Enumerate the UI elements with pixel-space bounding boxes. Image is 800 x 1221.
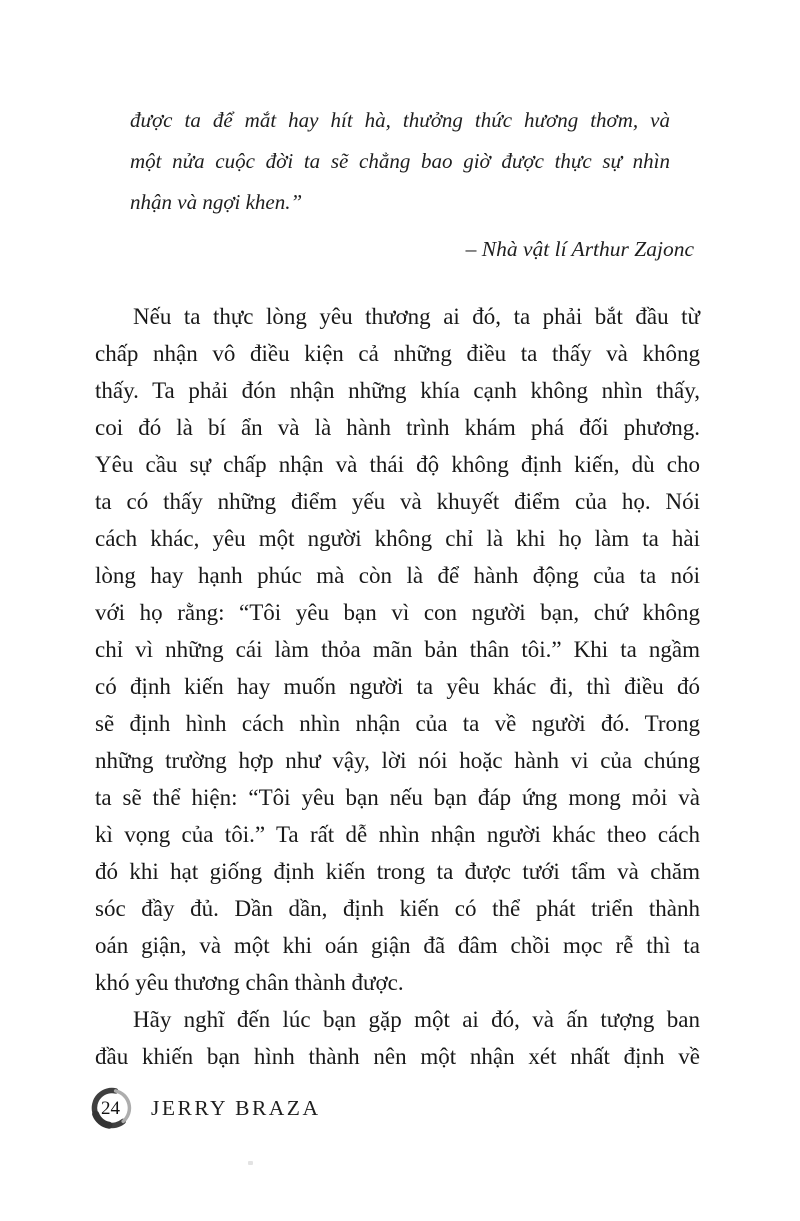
body-text-line: với họ rằng: “Tôi yêu bạn vì con người bạn, chứ không: [95, 600, 700, 625]
body-text-line: sẽ định hình cách nhìn nhận của ta về người đó. Trong: [95, 711, 700, 736]
body-text-line: đó khi hạt giống định kiến trong ta được tưới tẩm và chăm: [95, 859, 700, 884]
body-text-line: oán giận, và một khi oán giận đã đâm chồi mọc rễ thì ta: [95, 933, 700, 958]
page-number-enso: [88, 1084, 136, 1132]
body-text-line: lòng hay hạnh phúc mà còn là để hành động của ta nói: [95, 563, 700, 588]
page-footer: [88, 1084, 320, 1132]
quote-line: một nửa cuộc đời ta sẽ chẳng bao giờ được thực sự nhìn: [130, 149, 670, 173]
body-text-line: Yêu cầu sự chấp nhận và thái độ không định kiến, dù cho: [95, 452, 700, 477]
body-text-line: thấy. Ta phải đón nhận những khía cạnh không nhìn thấy,: [95, 378, 700, 403]
scan-speck: [248, 1161, 253, 1165]
body-text-line: ta sẽ thể hiện: “Tôi yêu bạn nếu bạn đáp ứng mong mỏi và: [95, 785, 700, 810]
body-text-line: kì vọng của tôi.” Ta rất dễ nhìn nhận người khác theo cách: [95, 822, 700, 847]
body-text-line: Hãy nghĩ đến lúc bạn gặp một ai đó, và ấn tượng ban: [133, 1007, 700, 1032]
body-text-line: khó yêu thương chân thành được.: [95, 970, 404, 995]
body-text-line: đầu khiến bạn hình thành nên một nhận xét nhất định về: [95, 1044, 700, 1069]
body-text-line: chấp nhận vô điều kiện cả những điều ta thấy và không: [95, 341, 700, 366]
body-text-line: những trường hợp như vậy, lời nói hoặc hành vi của chúng: [95, 748, 700, 773]
quote-lines: [130, 100, 670, 223]
quote-line: nhận và ngợi khen.”: [130, 190, 303, 214]
body-text-line: ta có thấy những điểm yếu và khuyết điểm của họ. Nói: [95, 489, 700, 514]
body-text-line: coi đó là bí ẩn và là hành trình khám phá đối phương.: [95, 415, 700, 440]
quote-line: được ta để mắt hay hít hà, thưởng thức hương thơm, và: [130, 108, 670, 132]
body-text-line: có định kiến hay muốn người ta yêu khác đi, thì điều đó: [95, 674, 700, 699]
body-text-line: Nếu ta thực lòng yêu thương ai đó, ta phải bắt đầu từ: [133, 304, 700, 329]
author-name: JERRY BRAZA: [151, 1095, 321, 1120]
body-text-line: sóc đầy đủ. Dần dần, định kiến có thể phát triển thành: [95, 896, 700, 921]
body-text-line: cách khác, yêu một người không chỉ là khi họ làm ta hài: [95, 526, 700, 551]
quote-attribution: – Nhà vật lí Arthur Zajonc: [465, 237, 694, 261]
page-number: 24: [101, 1097, 120, 1119]
body-text: [95, 298, 700, 1075]
body-text-line: chỉ vì những cái làm thỏa mãn bản thân tôi.” Khi ta ngầm: [95, 637, 700, 662]
quote-block: [130, 100, 694, 270]
